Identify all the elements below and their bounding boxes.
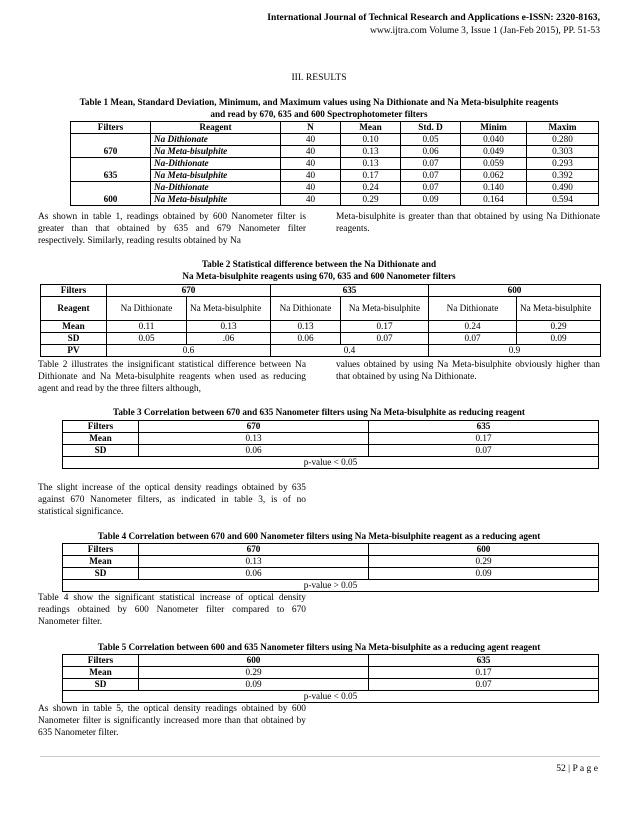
table-row: Reagent Na Dithionate Na Meta-bisulphite Na Dithionate Na Meta-bisulphite Na Dithionate Na Meta-bisulphite <box>41 297 601 321</box>
table2-caption: Table 2 Statistical difference between the Na Dithionate and Na Meta-bisulphite reagents using 670, 635 and 600 Nanometer filters <box>182 259 456 281</box>
table-row: 600 Na Meta-bisulphite 40 0.29 0.09 0.164 0.594 <box>71 194 599 206</box>
paragraph-table3: The slight increase of the optical density readings obtained by 635 against 670 Nanometer filters, as indicated in table 3, is of no statistical significance. <box>38 483 306 518</box>
table1-caption: Table 1 Mean, Standard Deviation, Minimum, and Maximum values using Na Dithionate and Na Meta-bisulphite reagents and read by 670, 635 and 600 Spectrophotometer filters <box>79 97 559 119</box>
table5-caption: Table 5 Correlation between 600 and 635 Nanometer filters using Na Meta-bisulphite as a reducing agent reagent <box>97 642 541 652</box>
paragraph-table1-right: Meta-bisulphite is greater than that obtained by using Na Dithionate reagents. <box>336 212 600 235</box>
table4 <box>62 543 599 592</box>
table-row: Mean 0.13 0.17 <box>63 433 599 445</box>
table-row: Mean 0.11 0.13 0.13 0.17 0.24 0.29 <box>41 321 601 333</box>
table-row: Na-Dithionate 40 0.24 0.07 0.140 0.490 <box>71 182 599 194</box>
table-row: Filters 670 635 600 <box>41 285 601 297</box>
table-row: 670 Na Meta-bisulphite 40 0.13 0.06 0.049 0.303 <box>71 146 599 158</box>
journal-title: International Journal of Technical Research and Applications <box>267 12 520 23</box>
paragraph-table5: As shown in table 5, the optical density readings obtained by 600 Nanometer filter is significantly increased more than that obtained by 635 Nanometer filter. <box>38 704 306 739</box>
table-row: SD 0.06 0.07 <box>63 445 599 457</box>
table1 <box>70 121 599 206</box>
table-row: SD 0.09 0.07 <box>63 679 599 691</box>
table-row: Na Dithionate 40 0.10 0.05 0.040 0.280 <box>71 134 599 146</box>
table1-header: Std. D <box>401 122 461 134</box>
table-row: Filters 670 635 <box>63 421 599 433</box>
table1-header: Reagent <box>151 122 281 134</box>
running-header <box>267 12 600 37</box>
table-row: p-value < 0.05 <box>63 457 599 469</box>
table1-header: N <box>281 122 341 134</box>
section-heading: III. RESULTS <box>291 72 347 83</box>
table3-caption: Table 3 Correlation between 670 and 635 Nanometer filters using Na Meta-bisulphite as reducing reagent <box>113 407 525 417</box>
table1-header: Maxim <box>527 122 599 134</box>
footer-divider <box>40 756 600 757</box>
table-row: 635 Na Meta-bisulphite 40 0.17 0.07 0.062 0.392 <box>71 170 599 182</box>
table-row: Filters 670 600 <box>63 544 599 556</box>
table-row: PV 0.6 0.4 0.9 <box>41 345 601 357</box>
paragraph-table2-left: Table 2 illustrates the insignificant statistical difference between Na Dithionate and Na Meta-bisulphite reagents when used as reducing agent and read by the three filters although, <box>38 360 306 395</box>
table1-header: Filters <box>71 122 151 134</box>
table2 <box>40 284 601 357</box>
table-row: p-value < 0.05 <box>63 691 599 703</box>
paragraph-table2-right: values obtained by using Na Meta-bisulphite obviously higher than that obtained by using Na Dithionate. <box>336 360 600 383</box>
table4-caption: Table 4 Correlation between 670 and 600 Nanometer filters using Na Meta-bisulphite reagent as a reducing agent <box>97 531 541 541</box>
paragraph-table4: Table 4 show the significant statistical increase of optical density readings obtained by 600 Nanometer filter compared to 670 Nanometer filter. <box>38 593 306 628</box>
table-row: SD 0.05 .06 0.06 0.07 0.07 0.09 <box>41 333 601 345</box>
table-row: Mean 0.29 0.17 <box>63 667 599 679</box>
table1-header: Mean <box>341 122 401 134</box>
table1-header: Minim <box>461 122 527 134</box>
table1-header-row <box>71 122 599 134</box>
table-row: SD 0.06 0.09 <box>63 568 599 580</box>
table-row: Mean 0.13 0.29 <box>63 556 599 568</box>
table-row: p-value > 0.05 <box>63 580 599 592</box>
table-row: Na-Dithionate 40 0.13 0.07 0.059 0.293 <box>71 158 599 170</box>
journal-issn: e-ISSN: 2320-8163, <box>519 12 600 23</box>
table3 <box>62 420 599 469</box>
paragraph-table1-left: As shown in table 1, readings obtained by 600 Nanometer filter is greater than that obtained by 635 and 679 Nanometer filter respectively. Similarly, reading results obtained by Na <box>38 212 306 247</box>
table-row: Filters 600 635 <box>63 655 599 667</box>
journal-volume: www.ijtra.com Volume 3, Issue 1 (Jan-Feb 2015), PP. 51-53 <box>369 24 600 36</box>
page-number: 52 | P a g e <box>556 763 598 774</box>
table5 <box>62 654 599 703</box>
